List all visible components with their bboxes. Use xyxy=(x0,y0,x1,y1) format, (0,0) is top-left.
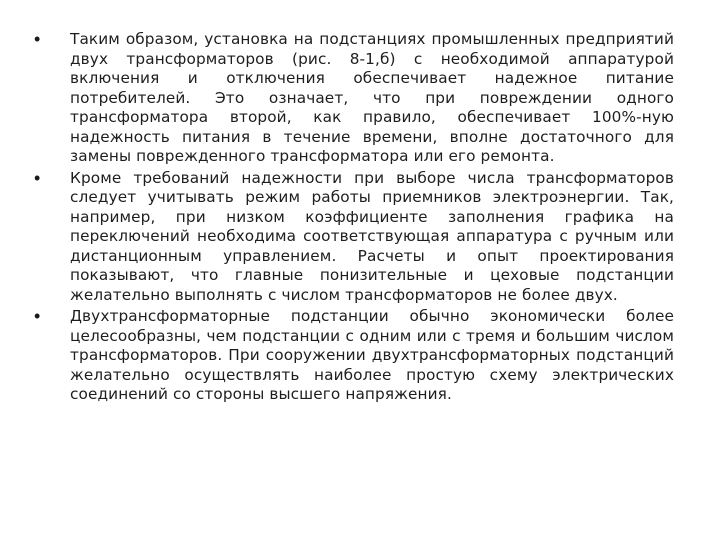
bullet-item xyxy=(34,169,674,306)
bullet-text: Кроме требований надежности при выборе числа трансформаторов следует учитывать режим работы приемников электроэнергии. Так, например, при низком коэффициенте заполнения графика на переключений необходима соответствующая аппаратура с ручным или дистанционным управлением. Расчеты и опыт проектирования показывают, что главные понизительные и цеховые подстанции желательно выполнять с числом трансформаторов не более двух. xyxy=(70,168,674,304)
bullet-marker: • xyxy=(34,306,41,326)
bullet-text: Двухтрансформаторные подстанции обычно экономически более целесообразны, чем подстанции с одним или с тремя и большим числом трансформаторов. При сооружении двухтрансформаторных подстанций желательно осуществлять наиболее простую схему электрических соединений со стороны высшего напряжения. xyxy=(70,307,674,403)
bullet-marker: • xyxy=(34,29,41,49)
bullet-marker: • xyxy=(34,167,41,188)
bullet-text: Таким образом, установка на подстанциях промышленных предприятий двух трансформаторов (рис. 8-1,б) с необходимой аппаратурой включения и отключения обеспечивает надежное питание потребителей. Это означает, что при повреждении одного трансформатора второй, как правило, обеспечивает 100%-ную надежность питания в течение времени, вполне достаточного для замены поврежденного трансформатора или его ремонта. xyxy=(70,30,674,165)
bullet-list xyxy=(34,30,674,407)
bullet-item xyxy=(34,307,674,405)
bullet-item xyxy=(34,30,674,167)
